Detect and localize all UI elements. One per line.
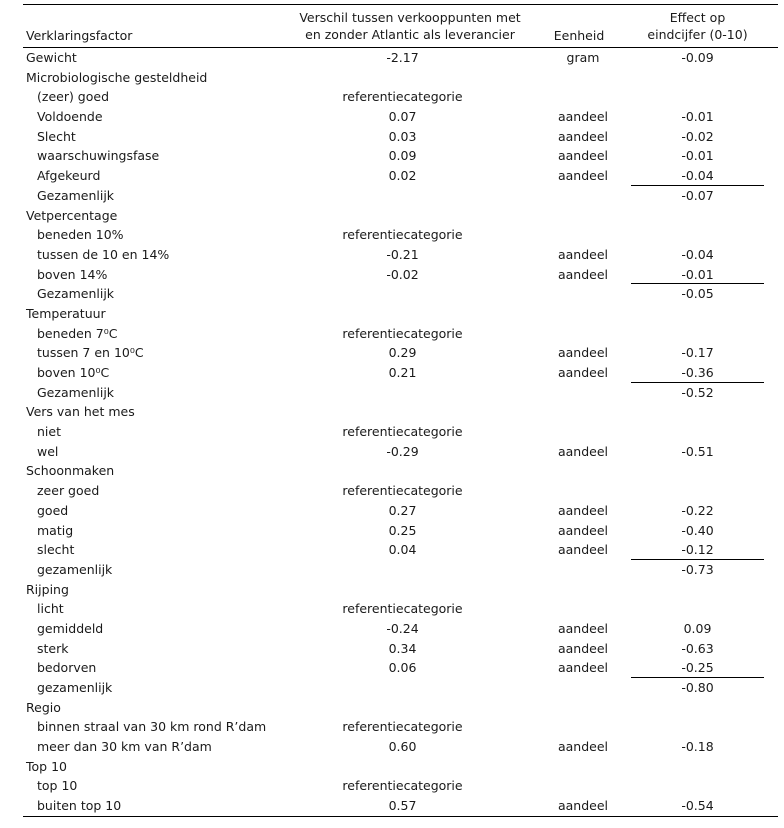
unit-cell: aandeel [557, 246, 609, 262]
unit-cell: aandeel [557, 739, 609, 755]
label-cell: waarschuwingsfase [37, 148, 160, 164]
label-cell: tussen de 10 en 14% [37, 246, 170, 262]
value-cell: referentiecategorie [342, 778, 463, 794]
table-row [23, 796, 778, 816]
table-row [23, 284, 778, 304]
bottom-rule [23, 816, 778, 817]
table-row [23, 599, 778, 619]
label-cell: Vers van het mes [26, 404, 135, 420]
table-row [23, 776, 778, 796]
label-cell: matig [37, 522, 74, 538]
label-cell: slecht [37, 542, 75, 558]
unit-cell: aandeel [557, 798, 609, 814]
table-group-row [23, 68, 778, 88]
label-cell: sterk [37, 640, 69, 656]
value-cell: referentiecategorie [342, 601, 463, 617]
unit-cell: aandeel [557, 660, 609, 676]
value-cell: -0.02 [386, 266, 419, 282]
table-row [23, 639, 778, 659]
value-cell: 0.27 [388, 502, 417, 518]
label-cell: Slecht [37, 128, 76, 144]
table-row [23, 146, 778, 166]
table-row [23, 442, 778, 462]
header-effect-line1: Effect op [669, 10, 726, 25]
header-difference [285, 9, 535, 43]
table-group-row [23, 304, 778, 324]
table-group-row [23, 206, 778, 226]
value-cell: -0.24 [386, 620, 419, 636]
label-cell: Gezamenlijk [37, 187, 115, 203]
value-cell: 0.02 [388, 168, 417, 184]
label-cell: buiten top 10 [37, 798, 122, 814]
effect-cell: -0.04 [681, 168, 714, 184]
table-row [23, 501, 778, 521]
label-cell: top 10 [37, 778, 78, 794]
table-row [23, 521, 778, 541]
effect-cell: -0.17 [681, 345, 714, 361]
value-cell: referentiecategorie [342, 227, 463, 243]
table-group-row [23, 461, 778, 481]
unit-cell: aandeel [557, 542, 609, 558]
regression-table [23, 4, 778, 817]
table-row [23, 540, 778, 560]
unit-cell: aandeel [557, 443, 609, 459]
label-cell: bedorven [37, 660, 97, 676]
table-row [23, 619, 778, 639]
label-cell: Gezamenlijk [37, 286, 115, 302]
table-body [23, 48, 778, 816]
unit-cell: aandeel [557, 109, 609, 125]
unit-cell: aandeel [557, 640, 609, 656]
unit-cell: aandeel [557, 128, 609, 144]
table-header [23, 4, 778, 48]
effect-cell: -0.01 [681, 266, 714, 282]
table-group-row [23, 757, 778, 777]
effect-cell: -0.51 [681, 443, 714, 459]
table-row [23, 481, 778, 501]
label-cell: Gewicht [26, 50, 77, 65]
unit-cell: gram [566, 50, 600, 65]
label-cell: meer dan 30 km van R’dam [37, 739, 212, 755]
effect-cell: -0.54 [681, 798, 714, 814]
table-row [23, 245, 778, 265]
label-cell: Regio [26, 699, 61, 715]
unit-cell: aandeel [557, 365, 609, 380]
label-cell: gemiddeld [37, 620, 104, 636]
value-cell: referentiecategorie [342, 424, 463, 440]
header-difference-line1: Verschil tussen verkooppunten met [299, 10, 521, 25]
value-cell: referentiecategorie [342, 325, 463, 341]
table-row [23, 186, 778, 206]
label-cell: licht [37, 601, 64, 617]
label-cell: Voldoende [37, 109, 103, 125]
table-group-row [23, 48, 778, 68]
effect-cell: 0.09 [683, 620, 712, 636]
effect-cell: -0.36 [681, 365, 714, 380]
effect-cell: -0.73 [681, 561, 714, 577]
effect-cell: -0.18 [681, 739, 714, 755]
unit-cell: aandeel [557, 620, 609, 636]
value-cell: 0.25 [388, 522, 417, 538]
table-row [23, 107, 778, 127]
value-cell: 0.21 [388, 365, 417, 380]
label-cell: Schoonmaken [26, 463, 115, 479]
table-group-row [23, 402, 778, 422]
label-cell: Microbiologische gesteldheid [26, 69, 208, 85]
value-cell: referentiecategorie [342, 483, 463, 499]
value-cell: -0.29 [386, 443, 419, 459]
effect-cell: -0.01 [681, 148, 714, 164]
header-unit: Eenheid [553, 28, 605, 43]
value-cell: -0.21 [386, 246, 419, 262]
value-cell: 0.03 [388, 128, 417, 144]
value-cell: 0.06 [388, 660, 417, 676]
table-row [23, 717, 778, 737]
label-cell: Rijping [26, 581, 69, 597]
effect-cell: -0.12 [681, 542, 714, 558]
unit-cell: aandeel [557, 266, 609, 282]
table-row [23, 422, 778, 442]
table-row [23, 127, 778, 147]
value-cell: 0.09 [388, 148, 417, 164]
effect-cell: -0.80 [681, 680, 714, 695]
table-row [23, 658, 778, 678]
unit-cell: aandeel [557, 148, 609, 164]
value-cell: referentiecategorie [342, 719, 463, 735]
label-cell: tussen 7 en 10⁰C [37, 345, 144, 361]
header-effect [631, 9, 764, 43]
label-cell: Top 10 [26, 758, 67, 774]
value-cell: 0.04 [388, 542, 417, 558]
unit-cell: aandeel [557, 502, 609, 518]
label-cell: niet [37, 424, 61, 440]
label-cell: Temperatuur [26, 305, 106, 321]
table-group-row [23, 698, 778, 718]
label-cell: zeer goed [37, 483, 100, 499]
table-row [23, 343, 778, 363]
value-cell: 0.60 [388, 739, 417, 755]
effect-cell: -0.40 [681, 522, 714, 538]
table-row [23, 166, 778, 186]
table-row [23, 363, 778, 383]
effect-cell: -0.22 [681, 502, 714, 518]
label-cell: wel [37, 443, 59, 459]
table-group-row [23, 580, 778, 600]
label-cell: gezamenlijk [37, 561, 113, 577]
table-row [23, 225, 778, 245]
table-row [23, 560, 778, 580]
label-cell: goed [37, 502, 69, 518]
effect-cell: -0.02 [681, 128, 714, 144]
label-cell: boven 14% [37, 266, 108, 282]
effect-cell: -0.63 [681, 640, 714, 656]
label-cell: beneden 10% [37, 227, 124, 243]
value-cell: 0.29 [388, 345, 417, 361]
table-row [23, 678, 778, 698]
label-cell: Gezamenlijk [37, 384, 115, 400]
label-cell: Vetpercentage [26, 207, 118, 223]
table-row [23, 265, 778, 285]
header-factor: Verklaringsfactor [26, 28, 133, 43]
effect-cell: -0.04 [681, 246, 714, 262]
unit-cell: aandeel [557, 168, 609, 184]
label-cell: binnen straal van 30 km rond R’dam [37, 719, 267, 735]
table-row [23, 87, 778, 107]
effect-cell: -0.09 [681, 50, 714, 65]
unit-cell: aandeel [557, 345, 609, 361]
effect-cell: -0.25 [681, 660, 714, 676]
label-cell: beneden 7⁰C [37, 325, 118, 341]
table-row [23, 737, 778, 757]
value-cell: 0.34 [388, 640, 417, 656]
value-cell: 0.07 [388, 109, 417, 125]
label-cell: boven 10⁰C [37, 365, 110, 380]
header-difference-line2: en zonder Atlantic als leverancier [305, 27, 515, 42]
table-row [23, 383, 778, 403]
label-cell: gezamenlijk [37, 680, 113, 695]
effect-cell: -0.07 [681, 187, 714, 203]
value-cell: -2.17 [386, 50, 419, 65]
effect-cell: -0.05 [681, 286, 714, 302]
value-cell: 0.57 [388, 798, 417, 814]
label-cell: (zeer) goed [37, 89, 110, 105]
value-cell: referentiecategorie [342, 89, 463, 105]
unit-cell: aandeel [557, 522, 609, 538]
table-row [23, 324, 778, 344]
label-cell: Afgekeurd [37, 168, 101, 184]
effect-cell: -0.01 [681, 109, 714, 125]
effect-cell: -0.52 [681, 384, 714, 400]
header-effect-line2: eindcijfer (0-10) [647, 27, 748, 42]
